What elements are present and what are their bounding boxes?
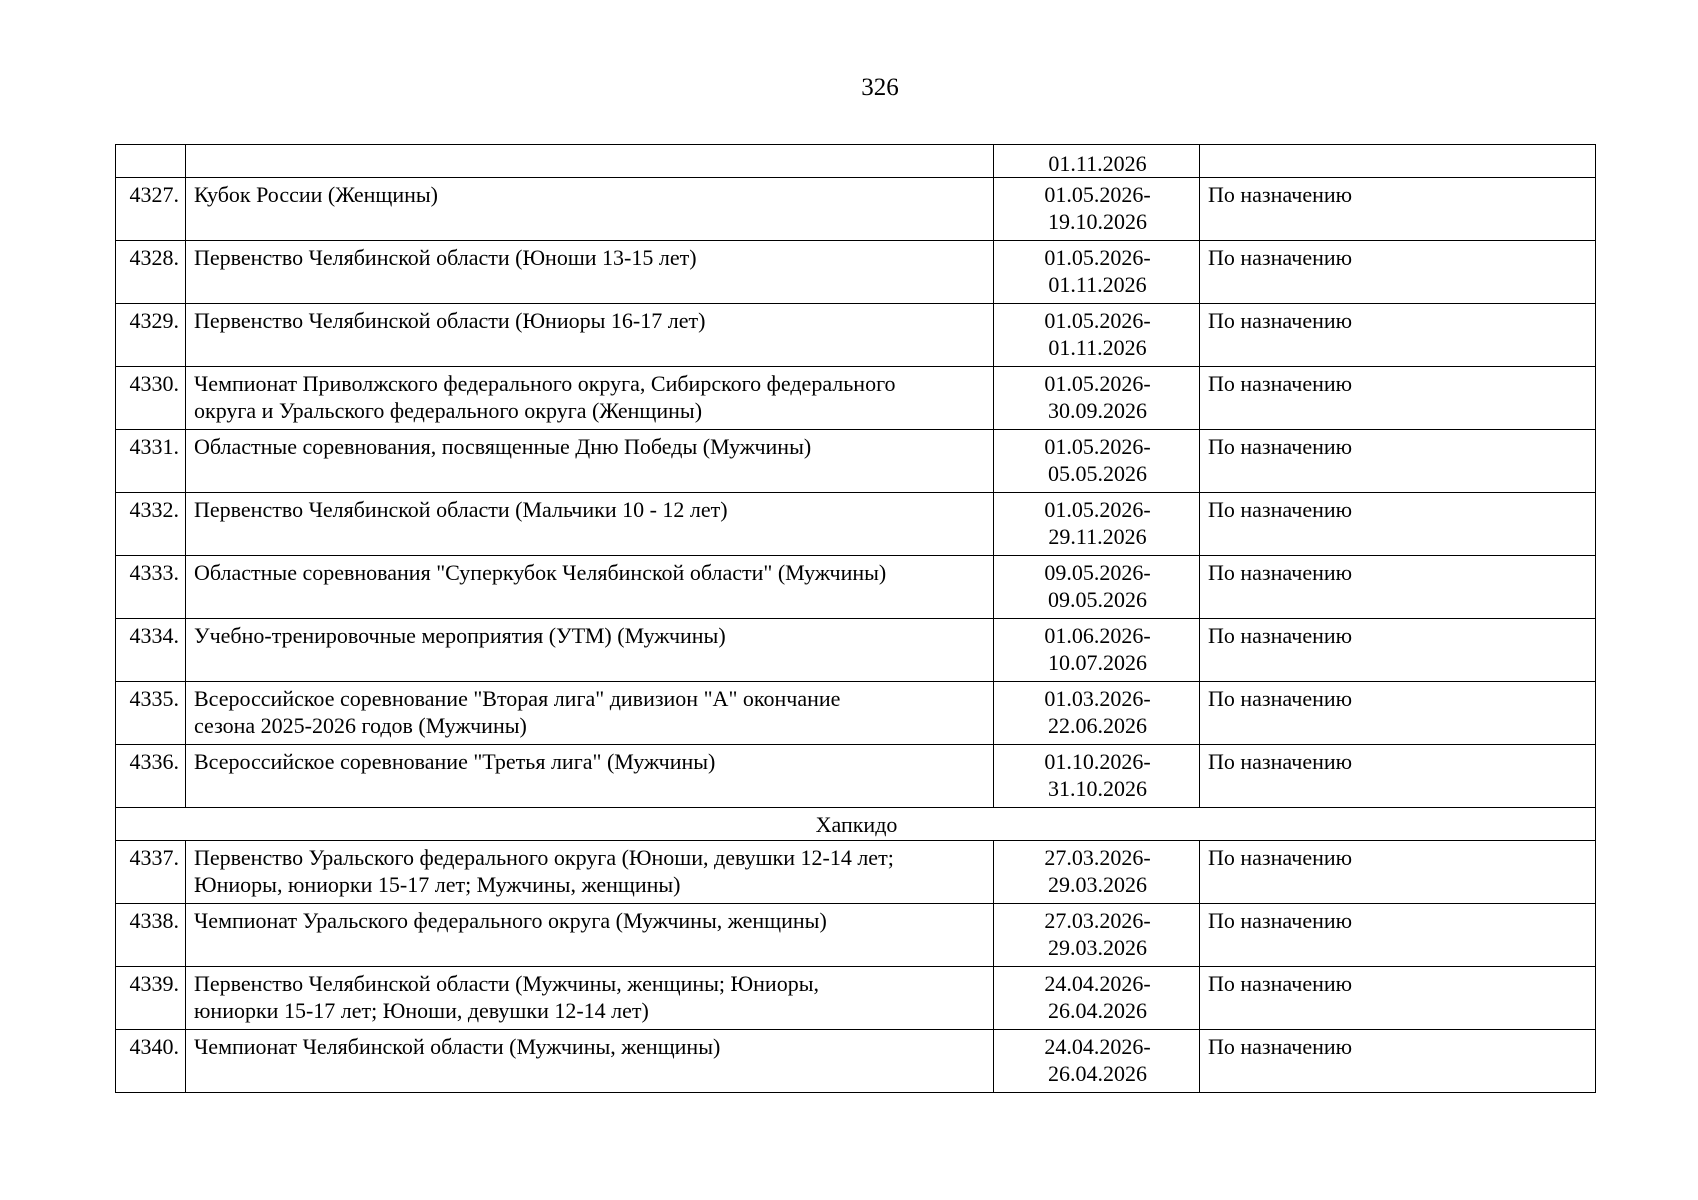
date-start: 01.05.2026-: [1044, 371, 1151, 396]
event-dates: [994, 682, 1200, 745]
date-start: 01.06.2026-: [1044, 623, 1151, 648]
event-dates: [994, 241, 1200, 304]
events-table: [115, 144, 1596, 1093]
event-place: По назначению: [1200, 904, 1596, 967]
event-dates: [994, 367, 1200, 430]
table-row: [116, 304, 1596, 367]
event-name-line: Всероссийское соревнование "Третья лига" (Мужчины): [194, 749, 716, 774]
section-title: Хапкидо: [116, 808, 1596, 841]
table-row: [116, 493, 1596, 556]
date-start: 27.03.2026-: [1044, 845, 1151, 870]
event-name: [186, 556, 994, 619]
event-dates: [994, 904, 1200, 967]
event-place: По назначению: [1200, 367, 1596, 430]
section-row: [116, 808, 1596, 841]
row-number: 4328.: [116, 241, 186, 304]
event-dates: [994, 619, 1200, 682]
event-name: [186, 1030, 994, 1093]
event-dates: [994, 841, 1200, 904]
date-end: 10.07.2026: [1048, 650, 1147, 675]
table-row: [116, 556, 1596, 619]
date-start: 01.05.2026-: [1044, 434, 1151, 459]
event-name-line: Первенство Челябинской области (Юниоры 16-17 лет): [194, 308, 706, 333]
event-name: [186, 145, 994, 178]
row-number: 4327.: [116, 178, 186, 241]
event-dates: [994, 145, 1200, 178]
event-name-line: Кубок России (Женщины): [194, 182, 438, 207]
event-place: По назначению: [1200, 1030, 1596, 1093]
event-name: [186, 841, 994, 904]
date-start: 01.05.2026-: [1044, 245, 1151, 270]
row-number: 4339.: [116, 967, 186, 1030]
event-name: [186, 304, 994, 367]
row-number: 4340.: [116, 1030, 186, 1093]
event-name: [186, 178, 994, 241]
event-name-line: Первенство Челябинской области (Мальчики 10 - 12 лет): [194, 497, 728, 522]
row-number: 4329.: [116, 304, 186, 367]
table-row: [116, 367, 1596, 430]
row-number: 4330.: [116, 367, 186, 430]
event-name-line: Всероссийское соревнование "Вторая лига" дивизион "А" окончание: [194, 686, 841, 711]
continuation-row: [116, 145, 1596, 178]
date-end: 29.03.2026: [1048, 935, 1147, 960]
date-end: 01.11.2026: [1048, 335, 1147, 360]
date-end: 05.05.2026: [1048, 461, 1147, 486]
date-end: 09.05.2026: [1048, 587, 1147, 612]
table-row: [116, 841, 1596, 904]
event-name-line: Первенство Уральского федерального округа (Юноши, девушки 12-14 лет;: [194, 845, 894, 870]
event-place: По назначению: [1200, 556, 1596, 619]
table-row: [116, 682, 1596, 745]
row-number: 4334.: [116, 619, 186, 682]
table-row: [116, 745, 1596, 808]
row-number: [116, 145, 186, 178]
date-start: 01.10.2026-: [1044, 749, 1151, 774]
event-name-line: юниорки 15-17 лет; Юноши, девушки 12-14 лет): [194, 998, 649, 1023]
table-row: [116, 178, 1596, 241]
row-number: 4332.: [116, 493, 186, 556]
event-name-line: Юниоры, юниорки 15-17 лет; Мужчины, женщины): [194, 872, 681, 897]
event-dates: [994, 304, 1200, 367]
event-name: [186, 619, 994, 682]
date-end: 29.11.2026: [1048, 524, 1147, 549]
date-end: 26.04.2026: [1048, 1061, 1147, 1086]
event-place: По назначению: [1200, 682, 1596, 745]
date-end: 19.10.2026: [1048, 209, 1147, 234]
event-name: [186, 682, 994, 745]
event-place: По назначению: [1200, 178, 1596, 241]
row-number: 4335.: [116, 682, 186, 745]
date-start: 01.05.2026-: [1044, 497, 1151, 522]
event-name: [186, 430, 994, 493]
date-end: 30.09.2026: [1048, 398, 1147, 423]
event-place: По назначению: [1200, 304, 1596, 367]
date-end: 31.10.2026: [1048, 776, 1147, 801]
row-number: 4333.: [116, 556, 186, 619]
event-place: По назначению: [1200, 430, 1596, 493]
event-name-line: Учебно-тренировочные мероприятия (УТМ) (Мужчины): [194, 623, 726, 648]
row-number: 4331.: [116, 430, 186, 493]
date-start: 24.04.2026-: [1044, 1034, 1151, 1059]
date-start: 01.03.2026-: [1044, 686, 1151, 711]
table-row: [116, 967, 1596, 1030]
event-dates: [994, 493, 1200, 556]
event-name-line: Чемпионат Приволжского федерального округа, Сибирского федерального: [194, 371, 896, 396]
event-dates: [994, 430, 1200, 493]
table-row: [116, 241, 1596, 304]
event-name: [186, 904, 994, 967]
date-end: 26.04.2026: [1048, 998, 1147, 1023]
event-name: [186, 367, 994, 430]
event-place: По назначению: [1200, 841, 1596, 904]
event-name-line: Первенство Челябинской области (Мужчины, женщины; Юниоры,: [194, 971, 819, 996]
date-start: 27.03.2026-: [1044, 908, 1151, 933]
event-name-line: Областные соревнования "Суперкубок Челябинской области" (Мужчины): [194, 560, 887, 585]
event-place: По назначению: [1200, 619, 1596, 682]
event-name-line: Первенство Челябинской области (Юноши 13-15 лет): [194, 245, 697, 270]
date-start: 01.05.2026-: [1044, 308, 1151, 333]
event-place: По назначению: [1200, 967, 1596, 1030]
event-place: По назначению: [1200, 241, 1596, 304]
event-place: [1200, 145, 1596, 178]
event-name-line: Чемпионат Челябинской области (Мужчины, женщины): [194, 1034, 721, 1059]
table-row: [116, 904, 1596, 967]
event-name: [186, 241, 994, 304]
event-place: По назначению: [1200, 493, 1596, 556]
event-place: По назначению: [1200, 745, 1596, 808]
event-dates: [994, 556, 1200, 619]
date-start: 01.05.2026-: [1044, 182, 1151, 207]
date-end: 01.11.2026: [1048, 272, 1147, 297]
row-number: 4338.: [116, 904, 186, 967]
event-dates: [994, 178, 1200, 241]
event-dates: [994, 1030, 1200, 1093]
event-name-line: Чемпионат Уральского федерального округа (Мужчины, женщины): [194, 908, 827, 933]
event-name: [186, 493, 994, 556]
date-end: 29.03.2026: [1048, 872, 1147, 897]
table-row: [116, 1030, 1596, 1093]
event-name: [186, 967, 994, 1030]
page-number: 326: [861, 74, 899, 101]
event-name-line: сезона 2025-2026 годов (Мужчины): [194, 713, 527, 738]
date-start: 24.04.2026-: [1044, 971, 1151, 996]
event-dates: [994, 967, 1200, 1030]
date-start: 09.05.2026-: [1044, 560, 1151, 585]
row-number: 4336.: [116, 745, 186, 808]
date-end: 01.11.2026: [1048, 151, 1147, 176]
event-name-line: округа и Уральского федерального округа (Женщины): [194, 398, 703, 423]
date-end: 22.06.2026: [1048, 713, 1147, 738]
event-dates: [994, 745, 1200, 808]
row-number: 4337.: [116, 841, 186, 904]
event-name: [186, 745, 994, 808]
event-name-line: Областные соревнования, посвященные Дню Победы (Мужчины): [194, 434, 812, 459]
table-row: [116, 619, 1596, 682]
table-row: [116, 430, 1596, 493]
